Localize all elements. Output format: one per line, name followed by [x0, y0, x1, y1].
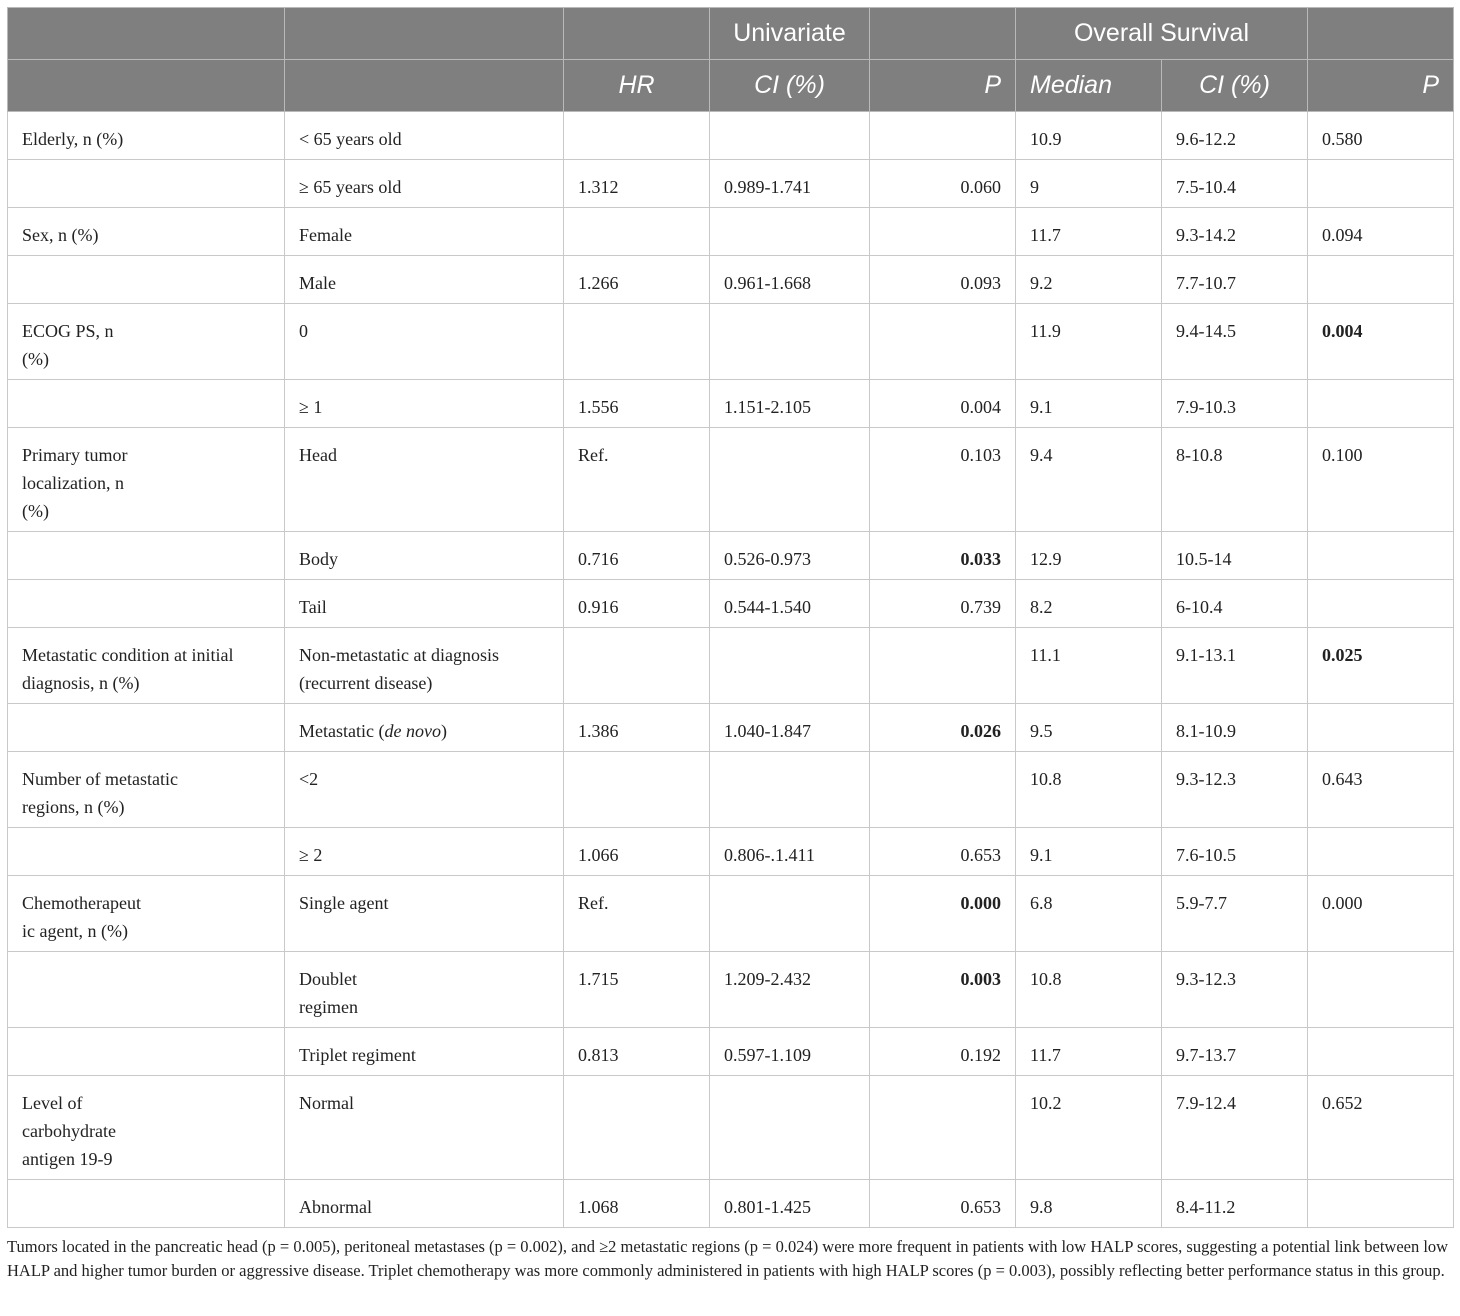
category-line: ic agent, n (%) [22, 921, 128, 941]
table-row [8, 876, 1454, 952]
header-median: Median [1016, 60, 1162, 112]
median-cell: 10.8 [1016, 752, 1162, 828]
ci-cell [710, 304, 870, 380]
table-row [8, 160, 1454, 208]
table-row [8, 112, 1454, 160]
p-cell: 0.033 [870, 532, 1016, 580]
level-text: Metastatic ( [299, 721, 385, 741]
category-cell [8, 628, 285, 704]
ci-cell [710, 112, 870, 160]
header-ci: CI (%) [710, 60, 870, 112]
median-cell: 10.2 [1016, 1076, 1162, 1180]
header-row-columns [8, 60, 1454, 112]
p-cell: 0.739 [870, 580, 1016, 628]
category-cell [8, 304, 285, 380]
category-line: Number of metastatic [22, 769, 178, 789]
p-cell: 0.003 [870, 952, 1016, 1028]
hr-cell: 1.068 [564, 1180, 710, 1228]
ci-cell: 1.151-2.105 [710, 380, 870, 428]
category-cell: Sex, n (%) [8, 208, 285, 256]
category-line: (%) [22, 349, 49, 369]
os-ci-cell: 6-10.4 [1162, 580, 1308, 628]
category-cell [8, 256, 285, 304]
survival-table [7, 7, 1454, 1228]
p-cell: 0.060 [870, 160, 1016, 208]
category-line: ECOG PS, n [22, 321, 114, 341]
level-line: Non-metastatic at diagnosis [299, 645, 499, 665]
header-blank [285, 60, 564, 112]
os-p-cell [1308, 1180, 1454, 1228]
ci-cell: 0.526-0.973 [710, 532, 870, 580]
category-line: localization, n [22, 473, 124, 493]
header-univariate: Univariate [710, 8, 870, 60]
p-cell: 0.653 [870, 1180, 1016, 1228]
level-line: (recurrent disease) [299, 673, 433, 693]
median-cell: 9.1 [1016, 828, 1162, 876]
os-ci-cell: 9.1-13.1 [1162, 628, 1308, 704]
median-cell: 11.7 [1016, 1028, 1162, 1076]
os-ci-cell: 9.4-14.5 [1162, 304, 1308, 380]
p-cell: 0.103 [870, 428, 1016, 532]
level-cell: < 65 years old [285, 112, 564, 160]
table-row [8, 1028, 1454, 1076]
category-cell [8, 428, 285, 532]
category-cell [8, 952, 285, 1028]
os-ci-cell: 9.6-12.2 [1162, 112, 1308, 160]
level-cell: Abnormal [285, 1180, 564, 1228]
median-cell: 9.4 [1016, 428, 1162, 532]
table-row [8, 1180, 1454, 1228]
os-ci-cell: 9.3-12.3 [1162, 752, 1308, 828]
table-row [8, 380, 1454, 428]
ci-cell: 0.544-1.540 [710, 580, 870, 628]
header-blank [285, 8, 564, 60]
p-cell [870, 208, 1016, 256]
os-p-cell: 0.652 [1308, 1076, 1454, 1180]
category-line: Chemotherapeut [22, 893, 141, 913]
category-line: Level of [22, 1093, 83, 1113]
os-p-cell [1308, 580, 1454, 628]
table-row [8, 256, 1454, 304]
median-cell: 9 [1016, 160, 1162, 208]
ci-cell: 0.806-.1.411 [710, 828, 870, 876]
p-cell: 0.653 [870, 828, 1016, 876]
level-cell: Single agent [285, 876, 564, 952]
table-row [8, 752, 1454, 828]
table-footnote: Tumors located in the pancreatic head (p = 0.005), peritoneal metastases (p = 0.002), and ≥2 metastatic regions (p = 0.024) were more frequent in patients with low HALP scores, suggesting a potential link between low HALP and higher tumor burden or aggressive disease. Triplet chemotherapy was more commonly administered in patients with high HALP scores (p = 0.003), possibly reflecting better performance status in this group. [7, 1237, 1449, 1280]
level-cell: Female [285, 208, 564, 256]
p-cell: 0.026 [870, 704, 1016, 752]
category-cell: Elderly, n (%) [8, 112, 285, 160]
os-p-cell [1308, 380, 1454, 428]
level-cell: 0 [285, 304, 564, 380]
category-cell [8, 704, 285, 752]
level-cell: ≥ 65 years old [285, 160, 564, 208]
category-cell [8, 876, 285, 952]
level-cell: Normal [285, 1076, 564, 1180]
p-cell: 0.192 [870, 1028, 1016, 1076]
ci-cell [710, 1076, 870, 1180]
table-row [8, 532, 1454, 580]
os-ci-cell: 7.7-10.7 [1162, 256, 1308, 304]
level-cell: Head [285, 428, 564, 532]
level-cell [285, 952, 564, 1028]
level-cell: Body [285, 532, 564, 580]
os-p-cell: 0.094 [1308, 208, 1454, 256]
table-row [8, 428, 1454, 532]
header-blank [1308, 8, 1454, 60]
median-cell: 11.7 [1016, 208, 1162, 256]
p-cell [870, 752, 1016, 828]
table-container [7, 7, 1453, 1228]
hr-cell [564, 112, 710, 160]
median-cell: 10.8 [1016, 952, 1162, 1028]
os-p-cell [1308, 256, 1454, 304]
category-cell [8, 580, 285, 628]
category-line: carbohydrate [22, 1121, 116, 1141]
hr-cell [564, 628, 710, 704]
median-cell: 9.2 [1016, 256, 1162, 304]
header-overall-survival: Overall Survival [1016, 8, 1308, 60]
p-cell: 0.000 [870, 876, 1016, 952]
level-text: ) [440, 721, 447, 741]
os-ci-cell: 7.6-10.5 [1162, 828, 1308, 876]
ci-cell: 0.801-1.425 [710, 1180, 870, 1228]
hr-cell: 0.916 [564, 580, 710, 628]
median-cell: 9.5 [1016, 704, 1162, 752]
table-row [8, 704, 1454, 752]
hr-cell: Ref. [564, 428, 710, 532]
header-os-p: P [1308, 60, 1454, 112]
os-p-cell: 0.025 [1308, 628, 1454, 704]
ci-cell [710, 428, 870, 532]
hr-cell [564, 208, 710, 256]
level-cell: ≥ 2 [285, 828, 564, 876]
hr-cell: 1.066 [564, 828, 710, 876]
hr-cell: 1.386 [564, 704, 710, 752]
p-cell [870, 112, 1016, 160]
level-line: regimen [299, 997, 358, 1017]
header-hr: HR [564, 60, 710, 112]
header-row-groups [8, 8, 1454, 60]
level-line: Doublet [299, 969, 357, 989]
header-blank [8, 8, 285, 60]
os-p-cell: 0.100 [1308, 428, 1454, 532]
table-row [8, 208, 1454, 256]
level-cell: Triplet regiment [285, 1028, 564, 1076]
os-ci-cell: 9.3-12.3 [1162, 952, 1308, 1028]
table-row [8, 628, 1454, 704]
p-cell: 0.093 [870, 256, 1016, 304]
level-cell: ≥ 1 [285, 380, 564, 428]
category-line: Primary tumor [22, 445, 128, 465]
category-cell [8, 160, 285, 208]
ci-cell [710, 876, 870, 952]
category-line: Metastatic condition at initial [22, 645, 234, 665]
hr-cell: 1.312 [564, 160, 710, 208]
ci-cell: 1.040-1.847 [710, 704, 870, 752]
table-row [8, 952, 1454, 1028]
table-row [8, 304, 1454, 380]
os-ci-cell: 7.9-10.3 [1162, 380, 1308, 428]
median-cell: 10.9 [1016, 112, 1162, 160]
ci-cell [710, 208, 870, 256]
os-p-cell [1308, 952, 1454, 1028]
median-cell: 6.8 [1016, 876, 1162, 952]
os-p-cell: 0.000 [1308, 876, 1454, 952]
os-ci-cell: 5.9-7.7 [1162, 876, 1308, 952]
header-blank [8, 60, 285, 112]
os-p-cell [1308, 160, 1454, 208]
hr-cell: 0.813 [564, 1028, 710, 1076]
os-p-cell: 0.580 [1308, 112, 1454, 160]
hr-cell: 1.266 [564, 256, 710, 304]
ci-cell [710, 752, 870, 828]
os-ci-cell: 10.5-14 [1162, 532, 1308, 580]
hr-cell: Ref. [564, 876, 710, 952]
header-blank [870, 8, 1016, 60]
p-cell [870, 304, 1016, 380]
p-cell [870, 1076, 1016, 1180]
median-cell: 9.1 [1016, 380, 1162, 428]
os-p-cell [1308, 704, 1454, 752]
hr-cell [564, 752, 710, 828]
category-line: diagnosis, n (%) [22, 673, 140, 693]
level-text-italic: de novo [384, 721, 441, 741]
os-ci-cell: 8.4-11.2 [1162, 1180, 1308, 1228]
os-ci-cell: 7.9-12.4 [1162, 1076, 1308, 1180]
hr-cell: 1.715 [564, 952, 710, 1028]
os-p-cell [1308, 1028, 1454, 1076]
category-line: regions, n (%) [22, 797, 125, 817]
ci-cell: 0.597-1.109 [710, 1028, 870, 1076]
ci-cell: 1.209-2.432 [710, 952, 870, 1028]
p-cell [870, 628, 1016, 704]
level-cell: Male [285, 256, 564, 304]
os-ci-cell: 7.5-10.4 [1162, 160, 1308, 208]
header-blank [564, 8, 710, 60]
table-row [8, 828, 1454, 876]
median-cell: 8.2 [1016, 580, 1162, 628]
category-cell [8, 1180, 285, 1228]
category-cell [8, 828, 285, 876]
header-os-ci: CI (%) [1162, 60, 1308, 112]
category-cell [8, 1076, 285, 1180]
p-cell: 0.004 [870, 380, 1016, 428]
os-p-cell: 0.643 [1308, 752, 1454, 828]
ci-cell [710, 628, 870, 704]
hr-cell: 1.556 [564, 380, 710, 428]
os-p-cell: 0.004 [1308, 304, 1454, 380]
category-cell [8, 1028, 285, 1076]
category-line: antigen 19-9 [22, 1149, 113, 1169]
level-cell: Tail [285, 580, 564, 628]
hr-cell [564, 1076, 710, 1180]
ci-cell: 0.961-1.668 [710, 256, 870, 304]
level-cell: <2 [285, 752, 564, 828]
median-cell: 11.1 [1016, 628, 1162, 704]
os-p-cell [1308, 532, 1454, 580]
table-row [8, 580, 1454, 628]
hr-cell: 0.716 [564, 532, 710, 580]
os-ci-cell: 8.1-10.9 [1162, 704, 1308, 752]
hr-cell [564, 304, 710, 380]
category-line: (%) [22, 501, 49, 521]
os-ci-cell: 9.3-14.2 [1162, 208, 1308, 256]
os-ci-cell: 8-10.8 [1162, 428, 1308, 532]
header-p: P [870, 60, 1016, 112]
category-cell [8, 532, 285, 580]
category-cell [8, 752, 285, 828]
os-p-cell [1308, 828, 1454, 876]
median-cell: 12.9 [1016, 532, 1162, 580]
os-ci-cell: 9.7-13.7 [1162, 1028, 1308, 1076]
level-cell [285, 628, 564, 704]
median-cell: 9.8 [1016, 1180, 1162, 1228]
table-row [8, 1076, 1454, 1180]
category-cell [8, 380, 285, 428]
ci-cell: 0.989-1.741 [710, 160, 870, 208]
level-cell [285, 704, 564, 752]
median-cell: 11.9 [1016, 304, 1162, 380]
